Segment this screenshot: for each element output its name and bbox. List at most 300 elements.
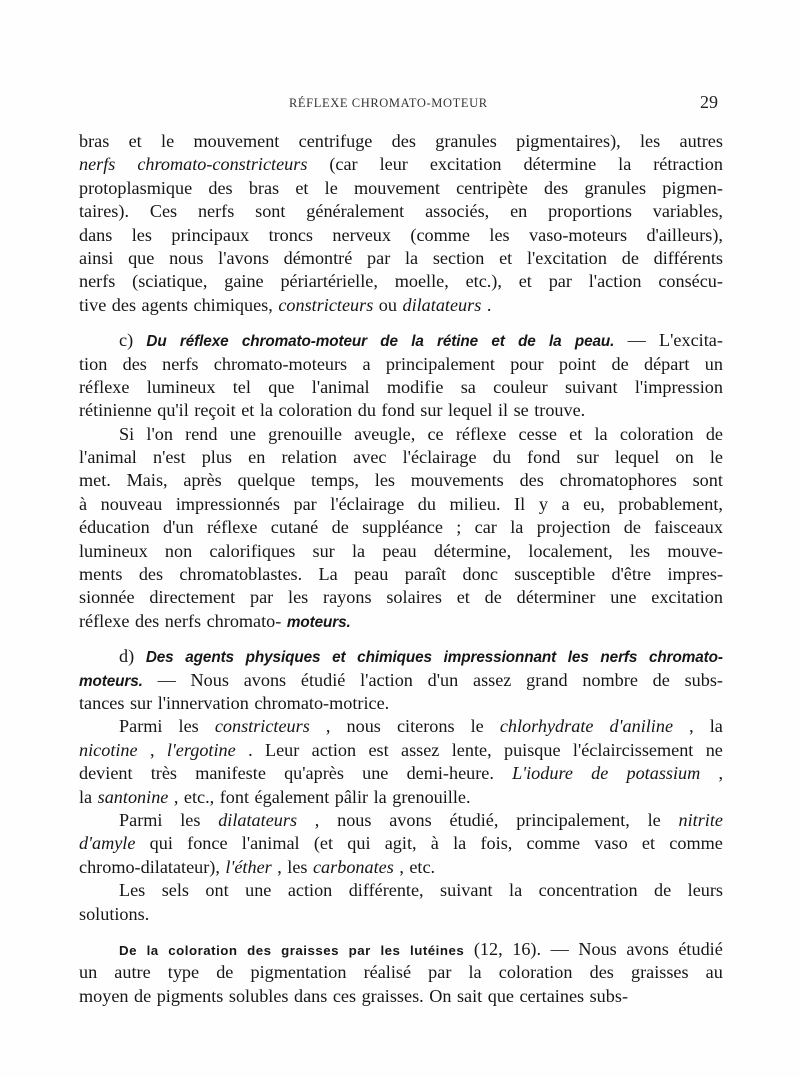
word: puisque xyxy=(503,739,561,760)
text-line xyxy=(79,423,723,446)
word: étudié xyxy=(300,669,346,690)
word: dans xyxy=(294,985,328,1006)
word: leur xyxy=(379,154,408,175)
word: chromatophores xyxy=(559,470,677,491)
text-line xyxy=(79,961,723,984)
word: principalement xyxy=(385,353,495,374)
text-line xyxy=(79,669,723,692)
word: mouvements xyxy=(410,470,504,491)
word: bras xyxy=(79,131,110,151)
word: sionnée xyxy=(79,587,135,608)
word: devient xyxy=(79,763,133,784)
word: et xyxy=(518,271,532,292)
word: de xyxy=(134,985,152,1006)
word: la xyxy=(404,247,419,268)
word: constricteurs xyxy=(278,294,374,315)
word: l'on xyxy=(146,423,173,444)
text-line xyxy=(79,762,723,785)
word: reçoit xyxy=(194,400,236,421)
word: trouve. xyxy=(534,400,586,421)
word: pigmentation xyxy=(250,962,347,983)
word: la xyxy=(453,833,467,854)
word: Il xyxy=(514,493,526,514)
word: l'animal xyxy=(79,447,137,468)
word: , xyxy=(314,809,320,830)
page-header xyxy=(0,92,800,114)
word: Leur xyxy=(264,739,300,760)
word: nerfs xyxy=(197,201,235,222)
text-line xyxy=(79,856,723,879)
word: chromato-moteur xyxy=(241,333,367,351)
word: par xyxy=(293,493,317,514)
text-line xyxy=(79,469,723,492)
word: (sciatique, xyxy=(132,271,208,292)
word: grand xyxy=(526,669,568,690)
word: d'amyle xyxy=(79,833,136,854)
word: sur xyxy=(129,692,153,713)
word: les xyxy=(180,809,201,830)
word: démontré xyxy=(283,247,353,268)
word: impressionnant xyxy=(443,649,557,667)
word: couleur xyxy=(493,376,548,397)
word: chromatoblastes. xyxy=(179,564,303,585)
word: étudié xyxy=(678,938,723,959)
word: de xyxy=(654,880,672,901)
word: action xyxy=(287,880,333,901)
word: éducation xyxy=(79,517,150,538)
word: nous xyxy=(337,809,372,830)
word: la xyxy=(549,333,562,351)
word: grenouille xyxy=(268,423,342,444)
text-line xyxy=(79,903,723,926)
word: la xyxy=(509,880,523,901)
text-line xyxy=(79,399,723,422)
text-line xyxy=(79,177,723,200)
word: sels xyxy=(161,880,189,901)
word: suivant xyxy=(440,880,493,901)
text-line xyxy=(79,715,723,738)
word: agit, xyxy=(384,833,417,854)
word: rayons xyxy=(323,587,372,608)
word: autre xyxy=(114,962,151,983)
word: lutéines xyxy=(410,942,465,958)
word: de xyxy=(518,333,536,351)
word: 16). xyxy=(512,938,542,959)
word: non xyxy=(164,540,193,561)
text-line xyxy=(79,376,723,399)
word: généralement xyxy=(306,201,405,222)
word: en xyxy=(510,201,528,222)
word: du xyxy=(492,447,511,468)
word: périartérielle, xyxy=(280,271,378,292)
word: . xyxy=(486,294,492,315)
word: au xyxy=(705,962,723,983)
word: vaso-moteurs xyxy=(529,224,628,245)
word: le xyxy=(470,716,484,737)
word: solubles xyxy=(228,985,289,1006)
word: pigmentaires), xyxy=(516,131,621,151)
word: après xyxy=(183,470,222,491)
text-line xyxy=(79,786,723,809)
word: tel xyxy=(232,376,251,397)
word: sur xyxy=(312,540,335,561)
word: lumineux xyxy=(79,540,148,561)
paragraph-section-c xyxy=(79,329,723,423)
word: ments xyxy=(79,564,123,585)
word: grenouille. xyxy=(392,786,471,807)
word: mouve- xyxy=(667,540,723,561)
word: aveugle, xyxy=(354,423,416,444)
word: rétine xyxy=(437,333,479,351)
word: l'éther xyxy=(225,856,272,877)
word: font xyxy=(219,786,250,807)
word: subs- xyxy=(684,669,723,690)
word: a xyxy=(362,353,371,374)
word: réflexe xyxy=(179,333,229,351)
word: constricteurs xyxy=(214,716,310,737)
word: l'éclairage xyxy=(330,493,405,514)
paragraph-paragraph xyxy=(79,423,723,634)
word: La xyxy=(318,564,338,585)
word: les xyxy=(374,470,395,491)
word: Les xyxy=(119,880,146,901)
text-line xyxy=(79,329,723,352)
word: principalement, xyxy=(516,809,630,830)
word: L'iodure xyxy=(512,763,573,784)
word: nerveux xyxy=(332,224,391,245)
word: sait xyxy=(456,985,483,1006)
word: des xyxy=(122,353,147,374)
word: Ces xyxy=(149,201,178,222)
word: des xyxy=(519,470,544,491)
running-head: RÉFLEXE CHROMATO-MOTEUR xyxy=(289,96,488,110)
word: des xyxy=(247,942,272,958)
word: l'animal xyxy=(311,376,370,397)
word: est xyxy=(368,739,389,760)
word: étudié, xyxy=(449,809,499,830)
word: moyen xyxy=(79,985,129,1006)
word: a xyxy=(561,493,570,514)
word: la xyxy=(373,786,387,807)
word: ces xyxy=(332,985,357,1006)
word: et xyxy=(332,649,346,667)
word: graisses. xyxy=(361,985,424,1006)
word: différente, xyxy=(348,880,424,901)
word: cutané xyxy=(270,517,319,538)
word: Nous xyxy=(578,938,617,959)
word: que xyxy=(268,376,295,397)
word: dilatateurs xyxy=(402,294,482,315)
word: mouvement xyxy=(193,131,280,151)
word: le xyxy=(161,131,175,151)
word: par xyxy=(548,271,572,292)
word: on xyxy=(675,447,694,468)
word: la xyxy=(594,423,608,444)
word: pigmen- xyxy=(662,177,723,198)
word: section xyxy=(432,247,485,268)
word: la xyxy=(468,962,482,983)
word: relation xyxy=(281,447,338,468)
word: nerfs xyxy=(79,271,116,292)
word: se xyxy=(513,400,529,421)
word: met. xyxy=(79,470,111,491)
word: type xyxy=(167,962,200,983)
word: certaines xyxy=(519,985,585,1006)
word: et xyxy=(499,247,513,268)
word: citerons xyxy=(396,716,455,737)
word: une xyxy=(362,763,389,784)
word: et xyxy=(295,177,309,198)
word: comme xyxy=(669,833,723,854)
word: Parmi xyxy=(119,809,163,830)
word: les xyxy=(178,716,199,737)
word: rétraction xyxy=(653,154,723,175)
word: etc., xyxy=(183,786,215,807)
word: lequel xyxy=(448,400,493,421)
word: , xyxy=(277,856,282,877)
word: , xyxy=(399,856,404,877)
word: sur xyxy=(576,447,599,468)
word: un xyxy=(704,353,723,374)
word: ce xyxy=(427,423,444,444)
word: tion xyxy=(79,353,108,374)
word: fond xyxy=(381,400,415,421)
word: nerfs xyxy=(600,649,638,667)
word: une xyxy=(229,423,256,444)
text-line xyxy=(79,247,723,270)
word: et xyxy=(128,131,142,151)
word: paraît xyxy=(404,564,447,585)
word: les xyxy=(489,224,510,245)
word: , xyxy=(689,716,694,737)
word: action xyxy=(311,739,357,760)
text-line xyxy=(79,130,723,153)
word: sur xyxy=(420,400,443,421)
word: et xyxy=(241,400,255,421)
word: Si xyxy=(119,423,135,444)
word: l'animal xyxy=(241,833,300,854)
word: avec xyxy=(353,447,387,468)
word: avons xyxy=(243,669,287,690)
text-line xyxy=(79,270,723,293)
word: potassium xyxy=(626,763,701,784)
word: l'impression xyxy=(634,376,723,397)
word: carbonates xyxy=(312,856,394,877)
word: qui xyxy=(347,833,371,854)
text-line xyxy=(79,353,723,376)
word: projection xyxy=(536,517,611,538)
word: d'ailleurs), xyxy=(646,224,723,245)
word: réflexe xyxy=(455,423,507,444)
word: agents xyxy=(141,294,188,315)
word: assez xyxy=(473,669,512,690)
word: l'innervation xyxy=(157,692,249,713)
word: un xyxy=(79,962,98,983)
word: sa xyxy=(460,376,476,397)
word: les xyxy=(288,587,309,608)
word: troncs xyxy=(268,224,314,245)
word: n'est xyxy=(152,447,186,468)
word: L'excita- xyxy=(659,330,723,351)
word: différents xyxy=(653,247,723,268)
word: , xyxy=(149,739,155,760)
word: impres- xyxy=(667,564,723,585)
word: bras xyxy=(248,177,280,198)
word: (comme xyxy=(410,224,470,245)
word: chromato- xyxy=(206,610,282,631)
word: c) xyxy=(119,330,134,351)
word: directement xyxy=(149,587,236,608)
word: réalisé xyxy=(363,962,412,983)
word: , xyxy=(173,786,179,807)
word: chimiques, xyxy=(193,294,273,315)
text-line xyxy=(79,832,723,855)
word: le xyxy=(709,447,723,468)
word: faisceaux xyxy=(654,517,723,538)
word: car xyxy=(474,517,497,538)
paragraph-section-lut xyxy=(79,938,723,1008)
paragraph-paragraph xyxy=(79,879,723,926)
word: très xyxy=(150,763,177,784)
word: subs- xyxy=(589,985,629,1006)
word: fois, xyxy=(480,833,513,854)
body-text xyxy=(79,130,723,1008)
word: graisses xyxy=(281,942,340,958)
word: impressionnés xyxy=(175,493,280,514)
word: réflexe xyxy=(79,376,130,397)
word: peau xyxy=(382,540,417,561)
word: concentration xyxy=(538,880,638,901)
word: la xyxy=(709,716,723,737)
word: d'un xyxy=(427,669,459,690)
word: graisses xyxy=(630,962,689,983)
word: le xyxy=(647,809,661,830)
text-line xyxy=(79,153,723,176)
word: y xyxy=(538,493,548,514)
word: l'avons xyxy=(218,247,269,268)
word: eu, xyxy=(583,493,605,514)
page-number: 29 xyxy=(700,92,718,112)
word: chromato-motrice. xyxy=(254,692,390,713)
word: comme xyxy=(526,833,581,854)
word: qui xyxy=(149,833,173,854)
word: nicotine xyxy=(79,739,138,760)
word: d'être xyxy=(611,564,652,585)
word: à xyxy=(79,493,88,514)
word: coloration xyxy=(498,962,573,983)
word: granules xyxy=(584,177,647,198)
word: physiques xyxy=(245,649,321,667)
word: des xyxy=(208,177,233,198)
word: par xyxy=(367,247,391,268)
word: leurs xyxy=(687,880,723,901)
word: autres xyxy=(679,131,723,151)
word: etc.), xyxy=(465,271,502,292)
word: moteurs. xyxy=(286,613,351,631)
word: fonce xyxy=(187,833,228,854)
word: , xyxy=(325,716,331,737)
word: nouveau xyxy=(100,493,163,514)
word: coloration xyxy=(619,423,694,444)
word: l'ergotine xyxy=(166,739,236,760)
word: proportions xyxy=(548,201,632,222)
word: nerfs xyxy=(164,610,202,631)
word: principaux xyxy=(171,224,250,245)
word: les xyxy=(567,649,589,667)
word: de xyxy=(591,763,609,784)
word: de xyxy=(611,353,629,374)
word: solaires xyxy=(386,587,442,608)
word: peau xyxy=(354,564,389,585)
word: lente, xyxy=(451,739,492,760)
word: calorifiques xyxy=(209,540,296,561)
word: chromato-constricteurs xyxy=(137,154,308,175)
word: nous xyxy=(169,247,204,268)
word: manifeste xyxy=(195,763,266,784)
word: ont xyxy=(205,880,229,901)
word: des xyxy=(544,177,569,198)
word: variables, xyxy=(652,201,723,222)
word: pigments xyxy=(156,985,224,1006)
word: du xyxy=(417,493,436,514)
word: sont xyxy=(255,201,286,222)
word: pour xyxy=(510,353,544,374)
word: que xyxy=(487,985,514,1006)
word: détermine xyxy=(523,154,597,175)
word: coloration xyxy=(168,942,238,958)
word: chlorhydrate xyxy=(499,716,594,737)
word: moelle, xyxy=(394,271,449,292)
word: chromato- xyxy=(649,649,723,667)
text-line xyxy=(79,739,723,762)
word: que xyxy=(128,247,155,268)
word: chromato-moteurs xyxy=(213,353,348,374)
word: le xyxy=(324,177,338,198)
word: lequel xyxy=(614,447,660,468)
word: sont xyxy=(692,470,723,491)
word: la xyxy=(146,942,159,958)
word: la xyxy=(259,400,273,421)
word: dans xyxy=(79,224,113,245)
text-line xyxy=(79,516,723,539)
word: par xyxy=(250,587,274,608)
word: chimiques xyxy=(357,649,432,667)
word: Du xyxy=(146,333,167,351)
word: demi-heure. xyxy=(406,763,494,784)
word: tances xyxy=(79,692,125,713)
word: par xyxy=(348,942,371,958)
word: Parmi xyxy=(119,716,163,737)
word: réflexe xyxy=(79,610,130,631)
word: détermine, xyxy=(433,540,512,561)
text-line xyxy=(79,645,723,668)
paragraph-section-d xyxy=(79,645,723,715)
word: en xyxy=(248,447,266,468)
word: par xyxy=(428,962,452,983)
word: coloration xyxy=(278,400,353,421)
word: également xyxy=(254,786,330,807)
word: et xyxy=(491,333,505,351)
word: — xyxy=(157,669,176,690)
word: de xyxy=(623,517,641,538)
text-line xyxy=(79,610,723,633)
word: des xyxy=(589,962,614,983)
word: dilatateurs xyxy=(218,809,298,830)
word: nitrite xyxy=(678,809,723,830)
paragraph-paragraph xyxy=(79,809,723,879)
word: de xyxy=(380,333,398,351)
word: ainsi xyxy=(79,247,114,268)
